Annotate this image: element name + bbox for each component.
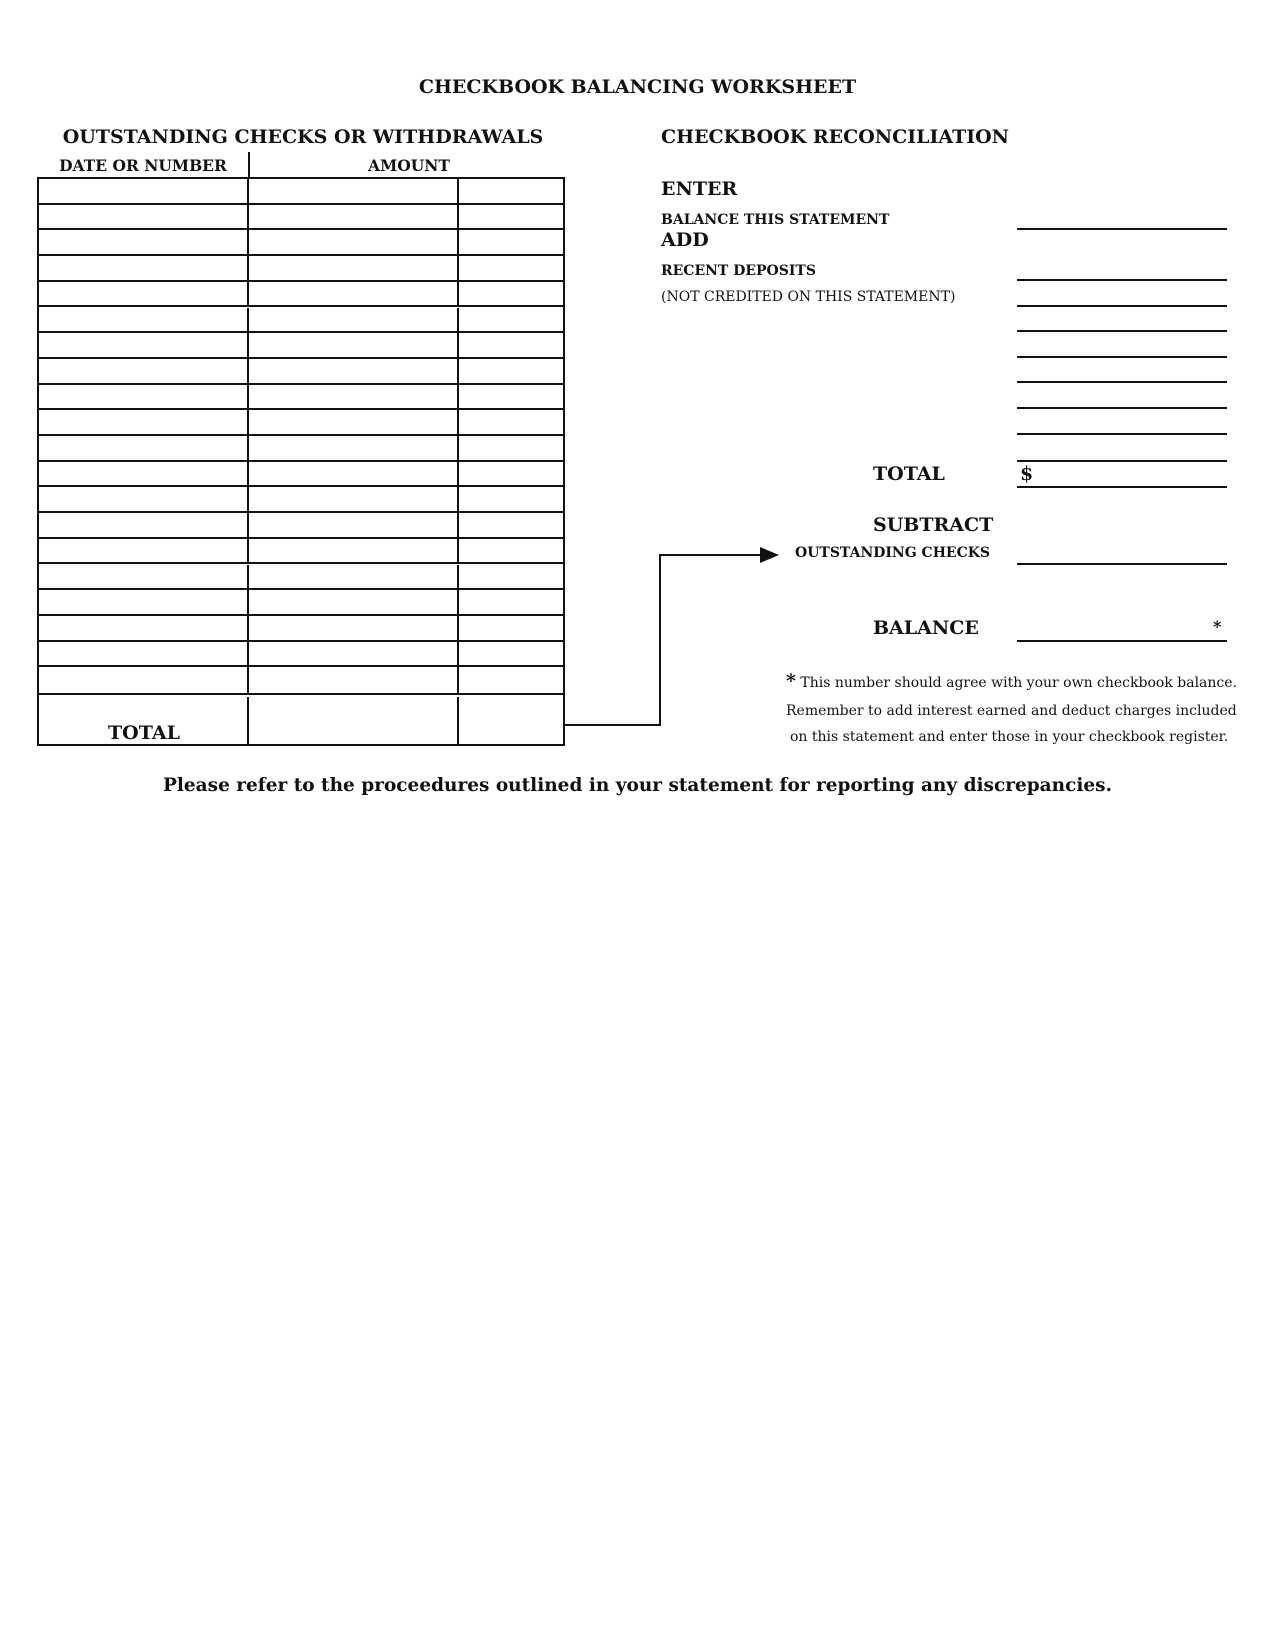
date-cell[interactable]	[39, 513, 249, 537]
deposit-line[interactable]	[1017, 460, 1227, 462]
amount-cell[interactable]	[249, 487, 459, 511]
cents-cell[interactable]	[459, 359, 563, 383]
table-row	[39, 359, 563, 385]
amount-cell[interactable]	[249, 410, 459, 434]
amount-cell[interactable]	[249, 616, 459, 640]
table-row	[39, 642, 563, 668]
balance-label: BALANCE	[873, 617, 979, 639]
amount-cell[interactable]	[249, 462, 459, 486]
table-row	[39, 410, 563, 436]
total-label: TOTAL	[108, 722, 180, 744]
date-cell[interactable]	[39, 590, 249, 614]
date-cell[interactable]	[39, 333, 249, 357]
footnote-line-2: Remember to add interest earned and deduct charges included	[786, 703, 1237, 719]
amount-cell[interactable]	[249, 256, 459, 280]
cents-cell[interactable]	[459, 487, 563, 511]
table-row	[39, 308, 563, 334]
footnote-line-1	[786, 670, 1237, 692]
table-row	[39, 487, 563, 513]
date-cell[interactable]	[39, 205, 249, 229]
amount-cell[interactable]	[249, 565, 459, 589]
balance-asterisk: *	[1213, 617, 1222, 636]
table-row	[39, 565, 563, 591]
amount-cell[interactable]	[249, 282, 459, 306]
document-title: CHECKBOOK BALANCING WORKSHEET	[418, 76, 857, 98]
footnote-star: *	[786, 670, 796, 692]
amount-cell[interactable]	[249, 230, 459, 254]
deposit-line[interactable]	[1017, 356, 1227, 358]
amount-cell[interactable]	[249, 642, 459, 666]
footnote-text-1: This number should agree with your own checkbook balance.	[800, 675, 1237, 691]
cents-cell[interactable]	[459, 410, 563, 434]
date-cell[interactable]	[39, 616, 249, 640]
cents-cell[interactable]	[459, 513, 563, 537]
add-label: ADD	[661, 229, 709, 251]
table-row	[39, 256, 563, 282]
date-cell[interactable]	[39, 642, 249, 666]
deposit-line[interactable]	[1017, 330, 1227, 332]
date-cell[interactable]	[39, 359, 249, 383]
date-cell[interactable]	[39, 230, 249, 254]
table-row	[39, 436, 563, 462]
total-cents-cell[interactable]	[459, 697, 563, 744]
balance-statement-line[interactable]	[1017, 228, 1227, 230]
recent-deposits-label: RECENT DEPOSITS	[661, 263, 816, 279]
footer-note: Please refer to the proceedures outlined in your statement for reporting any discrepancies.	[162, 775, 1113, 796]
amount-cell[interactable]	[249, 436, 459, 460]
amount-column-header: AMOUNT	[368, 156, 450, 175]
footnote-line-3: on this statement and enter those in your checkbook register.	[790, 729, 1229, 745]
date-cell[interactable]	[39, 462, 249, 486]
table-row	[39, 667, 563, 693]
deposit-line[interactable]	[1017, 433, 1227, 435]
amount-cell[interactable]	[249, 205, 459, 229]
outstanding-checks-table	[37, 177, 565, 746]
deposit-line[interactable]	[1017, 305, 1227, 307]
date-cell[interactable]	[39, 179, 249, 203]
date-cell[interactable]	[39, 565, 249, 589]
date-cell[interactable]	[39, 487, 249, 511]
cents-cell[interactable]	[459, 539, 563, 563]
cents-cell[interactable]	[459, 256, 563, 280]
arrow-head-icon	[760, 547, 779, 563]
table-row	[39, 205, 563, 231]
date-cell[interactable]	[39, 282, 249, 306]
amount-cell[interactable]	[249, 359, 459, 383]
date-cell[interactable]	[39, 410, 249, 434]
amount-cell[interactable]	[249, 333, 459, 357]
amount-cell[interactable]	[249, 539, 459, 563]
enter-label: ENTER	[661, 178, 738, 200]
cents-cell[interactable]	[459, 230, 563, 254]
balance-line[interactable]	[1017, 640, 1227, 642]
amount-cell[interactable]	[249, 179, 459, 203]
date-column-header: DATE OR NUMBER	[59, 156, 227, 175]
connector-line	[565, 555, 760, 725]
total-line[interactable]	[1017, 486, 1227, 488]
table-row	[39, 282, 563, 308]
cents-cell[interactable]	[459, 205, 563, 229]
amount-cell[interactable]	[249, 308, 459, 332]
connector-arrow	[565, 540, 785, 730]
outstanding-checks-line[interactable]	[1017, 563, 1227, 565]
amount-cell[interactable]	[249, 590, 459, 614]
subtract-label: SUBTRACT	[873, 514, 994, 536]
amount-cell[interactable]	[249, 513, 459, 537]
date-cell[interactable]	[39, 539, 249, 563]
deposit-line[interactable]	[1017, 407, 1227, 409]
table-row	[39, 230, 563, 256]
cents-cell[interactable]	[459, 436, 563, 460]
date-cell[interactable]	[39, 308, 249, 332]
dollar-sign: $	[1020, 463, 1034, 485]
cents-cell[interactable]	[459, 282, 563, 306]
cents-cell[interactable]	[459, 667, 563, 693]
reconciliation-heading: CHECKBOOK RECONCILIATION	[661, 126, 1010, 148]
deposit-line[interactable]	[1017, 381, 1227, 383]
table-row	[39, 179, 563, 205]
total-amount-cell[interactable]	[249, 697, 459, 744]
outstanding-heading: OUTSTANDING CHECKS OR WITHDRAWALS	[62, 126, 544, 148]
amount-cell[interactable]	[249, 385, 459, 409]
cents-cell[interactable]	[459, 385, 563, 409]
deposit-line[interactable]	[1017, 279, 1227, 281]
total-separator	[39, 693, 563, 695]
table-row	[39, 616, 563, 642]
table-row	[39, 385, 563, 411]
cents-cell[interactable]	[459, 333, 563, 357]
table-row	[39, 333, 563, 359]
amount-cell[interactable]	[249, 667, 459, 693]
cents-cell[interactable]	[459, 462, 563, 486]
cents-cell[interactable]	[459, 179, 563, 203]
date-cell[interactable]	[39, 256, 249, 280]
cents-cell[interactable]	[459, 642, 563, 666]
total-label-right: TOTAL	[873, 463, 945, 485]
cents-cell[interactable]	[459, 308, 563, 332]
date-cell[interactable]	[39, 385, 249, 409]
table-row	[39, 590, 563, 616]
date-cell[interactable]	[39, 436, 249, 460]
table-row	[39, 513, 563, 539]
cents-cell[interactable]	[459, 565, 563, 589]
outstanding-checks-label: OUTSTANDING CHECKS	[795, 545, 991, 561]
date-cell[interactable]	[39, 667, 249, 693]
table-row	[39, 539, 563, 565]
cents-cell[interactable]	[459, 590, 563, 614]
balance-this-statement-label: BALANCE THIS STATEMENT	[661, 212, 890, 228]
total-row	[39, 697, 563, 744]
table-row	[39, 462, 563, 488]
cents-cell[interactable]	[459, 616, 563, 640]
not-credited-label: (NOT CREDITED ON THIS STATEMENT)	[661, 289, 956, 305]
